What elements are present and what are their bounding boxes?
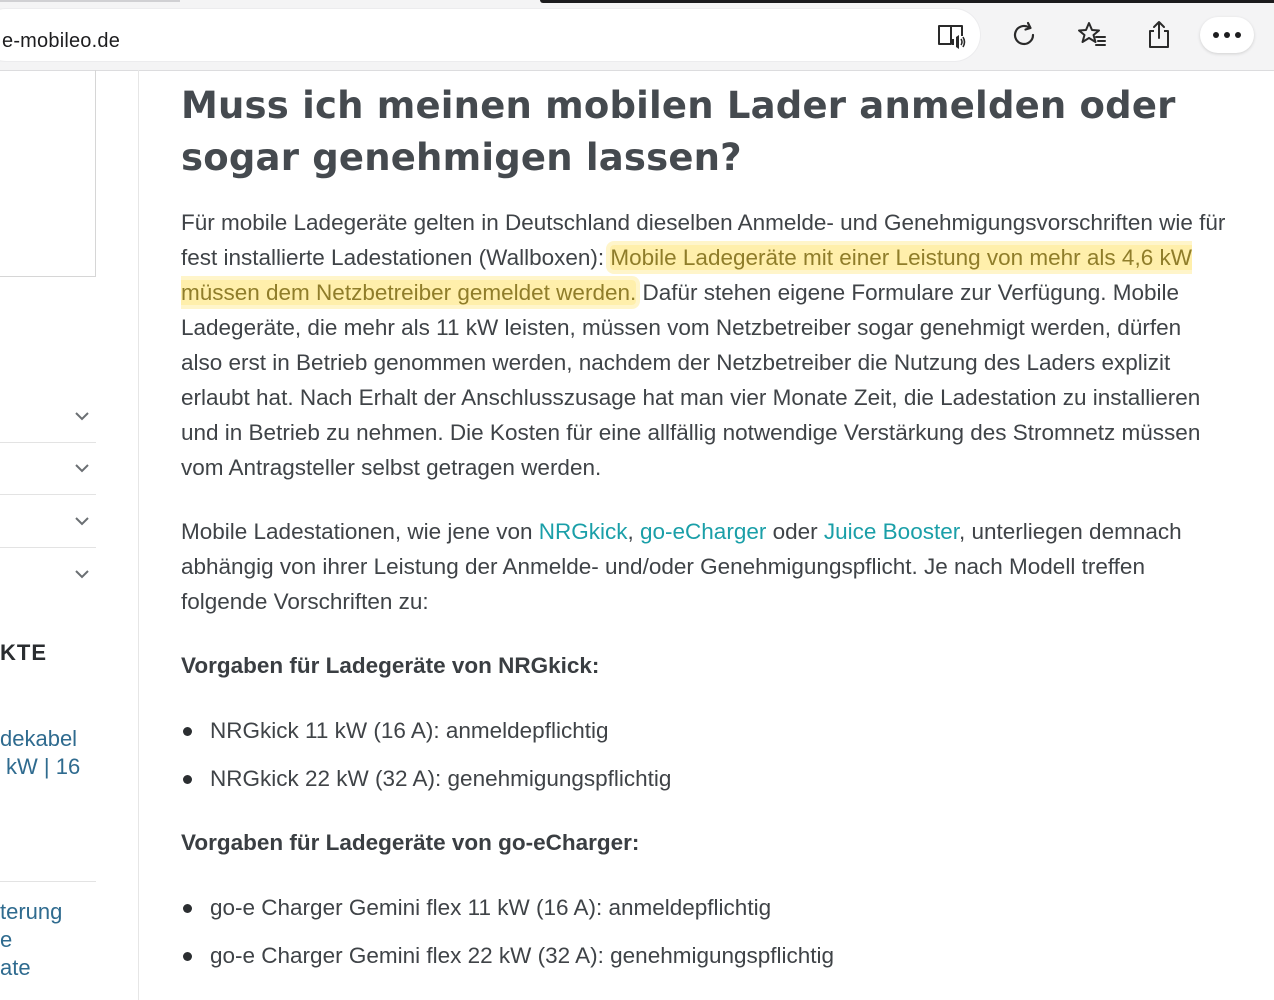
goe-rules-list (181, 890, 834, 986)
sidebar-link-text: e (0, 927, 13, 952)
paragraph-text: Für mobile Ladegeräte gelten in Deutschland dieselben Anmelde- und Genehmigungsvorschriften wie für fest installierte Ladestationen (Wallboxen): (181, 210, 1226, 270)
favorites-icon (1076, 19, 1108, 51)
address-bar[interactable] (0, 9, 980, 61)
list-item: go-e Charger Gemini flex 22 kW (32 A): genehmigungspflichtig (181, 938, 834, 986)
chevron-down-icon (72, 564, 92, 584)
article (181, 80, 1226, 968)
list-item: go-e Charger Gemini flex 11 kW (16 A): anmeldepflichtig (181, 890, 834, 938)
link-go-echarger[interactable]: go-eCharger (640, 519, 767, 544)
heading-goe-rules: Vorgaben für Ladegeräte von go-eCharger: (181, 830, 640, 855)
url-text[interactable]: e-mobileo.de (2, 30, 121, 52)
link-juice-booster[interactable]: Juice Booster (823, 519, 959, 544)
refresh-icon (1008, 19, 1040, 51)
heading-nrgkick-rules: Vorgaben für Ladegeräte von NRGkick: (181, 653, 600, 678)
sidebar-heading: KTE (0, 640, 47, 665)
sidebar-link-text: ate (0, 955, 31, 980)
sidebar-product-link-2[interactable] (0, 898, 62, 982)
sidebar-product-link-1[interactable] (0, 725, 80, 781)
paragraph-registration (181, 205, 1226, 485)
sidebar-link-text: dekabel (0, 726, 78, 751)
paragraph-text: , (627, 519, 641, 544)
chevron-down-icon (72, 511, 92, 531)
more-options-icon (1212, 31, 1242, 39)
sidebar-accordion-2[interactable] (0, 442, 96, 495)
favorites-button[interactable] (1071, 14, 1113, 56)
sidebar-link-text: kW | 16 (6, 754, 81, 779)
chevron-down-icon (72, 406, 92, 426)
browser-toolbar (0, 0, 1274, 71)
link-nrgkick[interactable]: NRGkick (538, 519, 628, 544)
more-options-button[interactable] (1200, 17, 1254, 53)
paragraph-text: Dafür stehen eigene Formulare zur Verfügung. Mobile Ladegeräte, die mehr als 11 kW leisten, müssen vom Netzbetreiber sogar genehmigt werden, dürfen also erst in Betrieb genommen werden, nachdem der Netzbetreiber die Nutzung des Laders explizit erlaubt hat. Nach Erhalt der Anschlusszusage hat man vier Monate Zeit, die Ladestation zu installieren und in Betrieb zu nehmen. Die Kosten für eine allfällig notwendige Verstärkung des Stromnetz müssen vom Antragsteller selbst getragen werden. (181, 280, 1201, 480)
sidebar-accordion-1[interactable] (0, 390, 96, 443)
tab-strip-active (540, 0, 1274, 3)
list-item: NRGkick 22 kW (32 A): genehmigungspflichtig (181, 761, 671, 809)
share-button[interactable] (1138, 14, 1180, 56)
reader-mode-button[interactable] (930, 14, 972, 56)
tab-strip-left (0, 0, 180, 2)
sidebar-accordion-4[interactable] (0, 548, 96, 600)
paragraph-models (181, 514, 1226, 619)
chevron-down-icon (72, 458, 92, 478)
paragraph-text: Mobile Ladestationen, wie jene von (181, 519, 539, 544)
sidebar-box (0, 70, 96, 277)
sidebar-accordion-3[interactable] (0, 495, 96, 548)
nrgkick-rules-list (181, 713, 671, 809)
article-title: Muss ich meinen mobilen Lader anmelden oder sogar genehmigen lassen? (181, 84, 1176, 179)
share-icon (1143, 19, 1175, 51)
list-item: NRGkick 11 kW (16 A): anmeldepflichtig (181, 713, 671, 761)
paragraph-text: , unterliegen demnach abhängig von ihrer Leistung der Anmelde- und/oder Genehmigungspflicht. Je nach Modell treffen folgende Vorschriften zu: (181, 519, 1182, 614)
highlighted-text: Mobile Ladegeräte mit einer Leistung von mehr als 4,6 kW müssen dem Netzbetreiber gemeldet werden. (181, 245, 1192, 305)
sidebar (0, 70, 139, 1000)
refresh-button[interactable] (1003, 14, 1045, 56)
paragraph-text: oder (766, 519, 824, 544)
sidebar-divider (0, 881, 96, 882)
reader-mode-icon (935, 19, 967, 51)
sidebar-link-text: terung (0, 899, 63, 924)
